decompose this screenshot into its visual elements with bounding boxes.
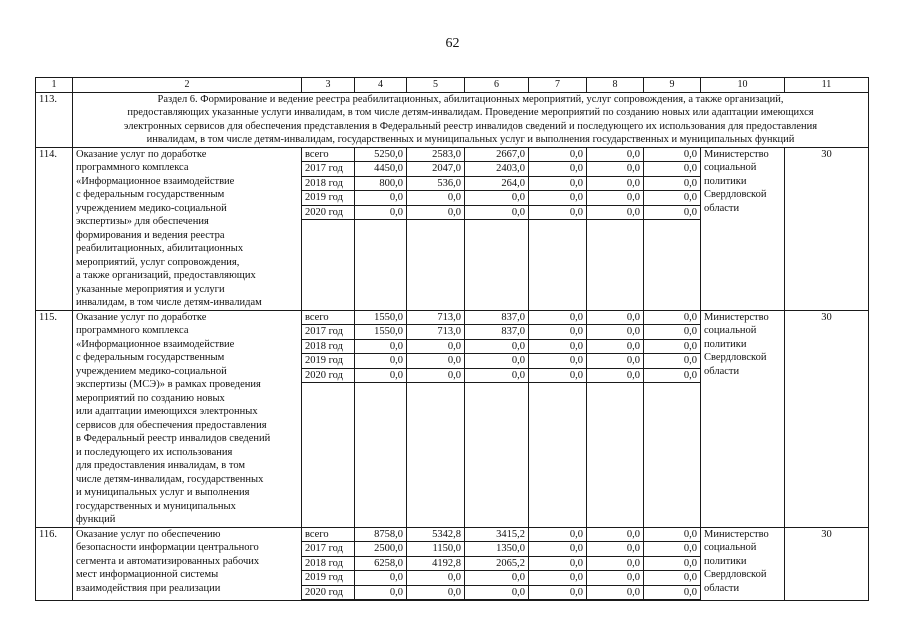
period-label: 2020 год <box>302 586 354 601</box>
funding-value: 0,0 <box>644 528 700 543</box>
column-number: 11 <box>785 78 869 93</box>
executor-line: области <box>704 582 740 594</box>
executor-line: Свердловской <box>704 569 767 580</box>
period-label: 2019 год <box>302 354 354 369</box>
period-cell <box>302 310 355 527</box>
measure-name-line: сегмента и автоматизированных рабочих <box>76 555 260 567</box>
funding-value: 2500,0 <box>355 542 406 557</box>
funding-cell-c8 <box>587 147 644 310</box>
funding-value: 0,0 <box>587 354 643 369</box>
measure-name-line: Оказание услуг по доработке <box>76 311 207 323</box>
funding-value: 0,0 <box>529 325 586 340</box>
funding-value: 0,0 <box>529 148 586 163</box>
program-table <box>35 77 869 601</box>
funding-value: 3415,2 <box>465 528 528 543</box>
funding-value: 0,0 <box>407 206 464 221</box>
measure-name-line: числе детям-инвалидам, государственных <box>76 473 264 485</box>
measure-name-line: «Информационное взаимодействие <box>76 175 235 187</box>
measure-name <box>73 527 302 601</box>
measure-name-line: Оказание услуг по обеспечению <box>76 528 221 540</box>
funding-cell-c6 <box>465 310 529 527</box>
funding-value: 1350,0 <box>465 542 528 557</box>
executor-line: социальной <box>704 325 757 336</box>
measure-name-line: в Федеральный реестр инвалидов сведений <box>76 433 271 444</box>
funding-value: 0,0 <box>355 340 406 355</box>
executor-line: Свердловской <box>704 352 767 363</box>
funding-value: 0,0 <box>587 206 643 221</box>
period-label: 2019 год <box>302 571 354 586</box>
column-number: 5 <box>407 78 465 93</box>
executor-line: социальной <box>704 542 757 553</box>
section-title-line: инвалидам, в том числе детям-инвалидам, государственных и муниципальных услуг и выполнения государственных и муниципальных функций <box>146 134 795 145</box>
column-number: 7 <box>529 78 587 93</box>
funding-value: 0,0 <box>407 571 464 586</box>
column-number: 6 <box>465 78 529 93</box>
funding-value: 0,0 <box>644 206 700 221</box>
funding-value: 0,0 <box>644 162 700 177</box>
period-label: 2020 год <box>302 369 354 384</box>
measure-name-line: а также организаций, предоставляющих <box>76 270 256 281</box>
funding-value: 713,0 <box>407 325 464 340</box>
funding-cell-c5 <box>407 527 465 601</box>
funding-value: 536,0 <box>407 177 464 192</box>
funding-value: 0,0 <box>355 206 406 221</box>
funding-value: 4450,0 <box>355 162 406 177</box>
executor-line: Министерство <box>704 528 769 540</box>
section-title <box>73 92 869 147</box>
funding-cell-c4 <box>355 310 407 527</box>
funding-value: 0,0 <box>465 191 528 206</box>
funding-value: 4192,8 <box>407 557 464 572</box>
funding-value: 0,0 <box>529 354 586 369</box>
funding-value: 0,0 <box>644 354 700 369</box>
funding-value: 0,0 <box>587 571 643 586</box>
row-number: 114. <box>36 147 73 310</box>
measure-name-line: и последующего их использования <box>76 446 233 458</box>
row-number: 116. <box>36 527 73 601</box>
executor-line: Министерство <box>704 148 769 160</box>
executor-line: области <box>704 202 740 214</box>
funding-value: 0,0 <box>587 177 643 192</box>
column-number: 2 <box>73 78 302 93</box>
column-number: 9 <box>644 78 701 93</box>
period-label: всего <box>302 528 354 543</box>
executor-line: Свердловской <box>704 189 767 200</box>
funding-cell-c5 <box>407 310 465 527</box>
column-number: 1 <box>36 78 73 93</box>
section-title-line: предоставляющих указанные услуги инвалидам, в том числе детям-инвалидам. Проведение мероприятий по созданию новых или адаптации имеющихся <box>127 107 814 118</box>
measure-name <box>73 310 302 527</box>
funding-value: 0,0 <box>465 354 528 369</box>
funding-value: 0,0 <box>644 557 700 572</box>
column-number-header-row <box>36 78 869 93</box>
funding-value: 2403,0 <box>465 162 528 177</box>
funding-value: 0,0 <box>407 369 464 384</box>
funding-value: 0,0 <box>407 354 464 369</box>
funding-value: 0,0 <box>529 528 586 543</box>
funding-value: 0,0 <box>587 325 643 340</box>
funding-value: 1550,0 <box>355 325 406 340</box>
measure-name-line: с федеральным государственным <box>76 189 225 200</box>
period-label: 2019 год <box>302 191 354 206</box>
executor-line: социальной <box>704 162 757 173</box>
section-title-line: электронных сервисов для обеспечения представления в Федеральный реестр инвалидов сведений и последующего их использования для предоставления <box>123 120 818 132</box>
funding-value: 0,0 <box>529 206 586 221</box>
funding-value: 6258,0 <box>355 557 406 572</box>
funding-value: 0,0 <box>644 177 700 192</box>
measure-name-line: сервисов для обеспечения предоставления <box>76 419 267 431</box>
measure-name-line: учреждением медико-социальной <box>76 202 227 214</box>
funding-value: 5342,8 <box>407 528 464 543</box>
funding-value: 0,0 <box>529 311 586 326</box>
period-label: 2018 год <box>302 340 354 355</box>
measure-name-line: инвалидам, в том числе детям-инвалидам <box>76 297 262 308</box>
funding-value: 1150,0 <box>407 542 464 557</box>
funding-value: 0,0 <box>355 369 406 384</box>
measure-name-line: экспертизы» для обеспечения <box>76 216 209 227</box>
section-row <box>36 92 869 147</box>
funding-value: 0,0 <box>587 557 643 572</box>
measure-name-line: взаимодействия при реализации <box>76 582 221 594</box>
funding-value: 0,0 <box>465 586 528 601</box>
period-label: 2017 год <box>302 542 354 557</box>
funding-value: 800,0 <box>355 177 406 192</box>
period-label: всего <box>302 148 354 163</box>
measure-name-line: экспертизы (МСЭ)» в рамках проведения <box>76 379 261 390</box>
funding-value: 2065,2 <box>465 557 528 572</box>
measure-name-line: для предоставления инвалидам, в том <box>76 460 246 471</box>
funding-cell-c9 <box>644 147 701 310</box>
funding-value: 837,0 <box>465 311 528 326</box>
funding-value: 0,0 <box>529 340 586 355</box>
funding-cell-c8 <box>587 310 644 527</box>
executor-line: политики <box>704 555 747 567</box>
funding-value: 0,0 <box>465 340 528 355</box>
funding-value: 0,0 <box>587 340 643 355</box>
funding-value: 0,0 <box>587 528 643 543</box>
funding-value: 1550,0 <box>355 311 406 326</box>
funding-value: 2583,0 <box>407 148 464 163</box>
funding-cell-c9 <box>644 527 701 601</box>
executor-line: политики <box>704 175 747 187</box>
measure-name-line: и муниципальных услуг и выполнения <box>76 487 250 498</box>
executor-line: Министерство <box>704 311 769 323</box>
funding-value: 0,0 <box>465 571 528 586</box>
funding-value: 8758,0 <box>355 528 406 543</box>
period-label: 2020 год <box>302 206 354 221</box>
funding-value: 2667,0 <box>465 148 528 163</box>
funding-cell-c4 <box>355 147 407 310</box>
funding-value: 0,0 <box>644 369 700 384</box>
column-number: 4 <box>355 78 407 93</box>
funding-cell-c7 <box>529 310 587 527</box>
funding-value: 0,0 <box>587 369 643 384</box>
measure-name-line: мероприятий, услуг сопровождения, <box>76 256 240 268</box>
funding-cell-c8 <box>587 527 644 601</box>
funding-cell-c5 <box>407 147 465 310</box>
funding-value: 0,0 <box>644 571 700 586</box>
funding-cell-c6 <box>465 147 529 310</box>
section-title-line: Раздел 6. Формирование и ведение реестра реабилитационных, абилитационных мероприятий, услуг сопровождения, а также организаций, <box>157 93 784 105</box>
funding-value: 0,0 <box>644 542 700 557</box>
funding-value: 0,0 <box>644 340 700 355</box>
measure-name-line: учреждением медико-социальной <box>76 365 227 377</box>
measure-name-line: мероприятий по созданию новых <box>76 392 225 404</box>
funding-cell-c7 <box>529 147 587 310</box>
measure-name-line: государственных и муниципальных <box>76 500 236 512</box>
target-indicator: 30 <box>785 527 869 601</box>
funding-value: 713,0 <box>407 311 464 326</box>
funding-value: 0,0 <box>644 325 700 340</box>
measure-name-line: реабилитационных, абилитационных <box>76 243 244 254</box>
table-row <box>36 527 869 601</box>
period-label: 2017 год <box>302 162 354 177</box>
measure-name-line: указанные мероприятия и услуги <box>76 283 225 295</box>
funding-value: 0,0 <box>407 586 464 601</box>
funding-value: 0,0 <box>587 191 643 206</box>
table-row <box>36 310 869 527</box>
funding-value: 0,0 <box>587 162 643 177</box>
funding-cell-c7 <box>529 527 587 601</box>
period-cell <box>302 147 355 310</box>
period-label: 2018 год <box>302 557 354 572</box>
funding-value: 0,0 <box>644 148 700 163</box>
funding-cell-c9 <box>644 310 701 527</box>
measure-name-line: мест информационной системы <box>76 569 219 580</box>
funding-value: 0,0 <box>465 369 528 384</box>
column-number: 3 <box>302 78 355 93</box>
funding-value: 0,0 <box>529 571 586 586</box>
measure-name-line: или адаптации имеющихся электронных <box>76 406 258 417</box>
funding-value: 0,0 <box>355 571 406 586</box>
funding-cell-c4 <box>355 527 407 601</box>
funding-value: 0,0 <box>644 311 700 326</box>
table-row <box>36 147 869 310</box>
funding-value: 0,0 <box>587 148 643 163</box>
row-number: 115. <box>36 310 73 527</box>
funding-value: 0,0 <box>529 162 586 177</box>
measure-name-line: «Информационное взаимодействие <box>76 338 235 350</box>
funding-value: 0,0 <box>529 557 586 572</box>
measure-name-line: Оказание услуг по доработке <box>76 148 207 160</box>
page-number: 62 <box>445 36 460 51</box>
column-number: 8 <box>587 78 644 93</box>
funding-value: 0,0 <box>529 369 586 384</box>
column-number: 10 <box>701 78 785 93</box>
measure-name-line: формирования и ведения реестра <box>76 229 225 241</box>
executor-line: политики <box>704 338 747 350</box>
period-label: всего <box>302 311 354 326</box>
measure-name-line: с федеральным государственным <box>76 352 225 363</box>
funding-value: 0,0 <box>529 542 586 557</box>
funding-value: 0,0 <box>465 206 528 221</box>
executor-cell <box>701 147 785 310</box>
measure-name-line: функций <box>76 514 116 525</box>
period-label: 2018 год <box>302 177 354 192</box>
measure-name-line: программного комплекса <box>76 162 189 173</box>
funding-value: 0,0 <box>644 586 700 601</box>
funding-value: 264,0 <box>465 177 528 192</box>
section-number: 113. <box>36 92 73 147</box>
executor-cell <box>701 310 785 527</box>
period-label: 2017 год <box>302 325 354 340</box>
funding-value: 0,0 <box>355 354 406 369</box>
funding-value: 0,0 <box>407 191 464 206</box>
executor-line: области <box>704 365 740 377</box>
period-cell <box>302 527 355 601</box>
executor-cell <box>701 527 785 601</box>
target-indicator: 30 <box>785 147 869 310</box>
funding-value: 0,0 <box>587 311 643 326</box>
measure-name-line: безопасности информации центрального <box>76 542 259 553</box>
funding-value: 837,0 <box>465 325 528 340</box>
funding-value: 5250,0 <box>355 148 406 163</box>
funding-value: 0,0 <box>355 586 406 601</box>
funding-cell-c6 <box>465 527 529 601</box>
funding-value: 0,0 <box>529 191 586 206</box>
funding-value: 0,0 <box>587 586 643 601</box>
funding-value: 0,0 <box>529 586 586 601</box>
measure-name-line: программного комплекса <box>76 325 189 336</box>
funding-value: 2047,0 <box>407 162 464 177</box>
measure-name <box>73 147 302 310</box>
funding-value: 0,0 <box>644 191 700 206</box>
funding-value: 0,0 <box>407 340 464 355</box>
funding-value: 0,0 <box>587 542 643 557</box>
funding-value: 0,0 <box>355 191 406 206</box>
target-indicator: 30 <box>785 310 869 527</box>
funding-value: 0,0 <box>529 177 586 192</box>
